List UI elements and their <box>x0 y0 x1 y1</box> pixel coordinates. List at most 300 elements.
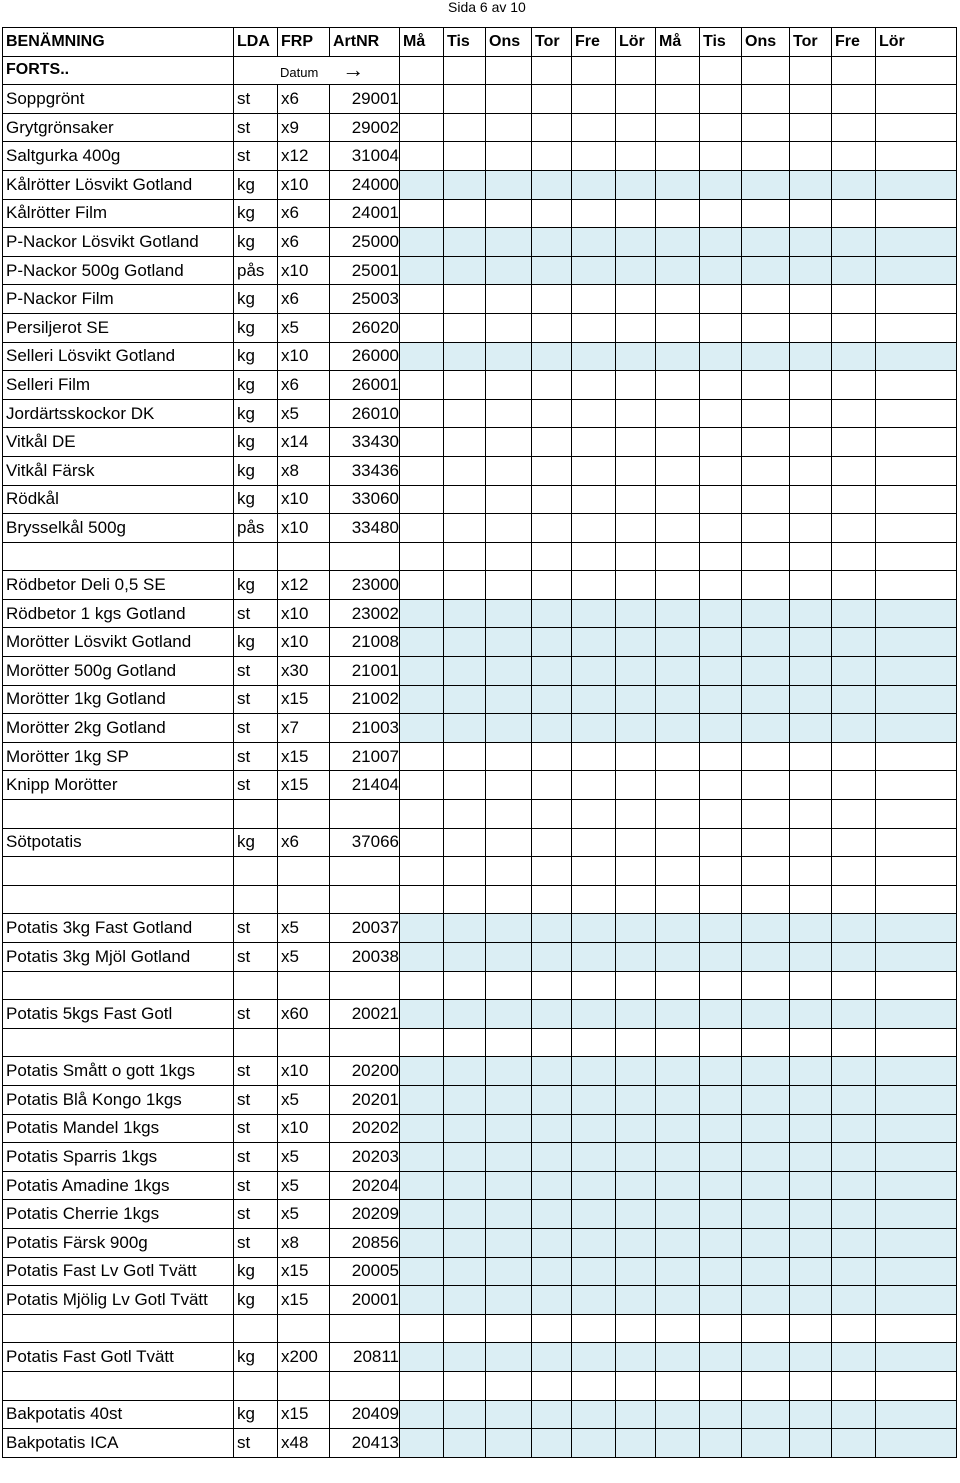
quantity-cell[interactable] <box>572 228 616 257</box>
quantity-cell[interactable] <box>742 885 790 914</box>
quantity-cell[interactable] <box>876 1171 957 1200</box>
quantity-cell[interactable] <box>742 828 790 857</box>
quantity-cell[interactable] <box>532 1171 572 1200</box>
quantity-cell[interactable] <box>486 685 532 714</box>
quantity-cell[interactable] <box>400 1200 444 1229</box>
quantity-cell[interactable] <box>876 771 957 800</box>
quantity-cell[interactable] <box>400 228 444 257</box>
quantity-cell[interactable] <box>400 742 444 771</box>
date-cell[interactable] <box>656 56 700 85</box>
quantity-cell[interactable] <box>790 599 832 628</box>
quantity-cell[interactable] <box>486 1228 532 1257</box>
quantity-cell[interactable] <box>790 742 832 771</box>
quantity-cell[interactable] <box>486 428 532 457</box>
quantity-cell[interactable] <box>572 1171 616 1200</box>
quantity-cell[interactable] <box>444 371 486 400</box>
quantity-cell[interactable] <box>832 1371 876 1400</box>
quantity-cell[interactable] <box>616 514 656 543</box>
quantity-cell[interactable] <box>572 313 616 342</box>
quantity-cell[interactable] <box>616 1314 656 1343</box>
quantity-cell[interactable] <box>790 1371 832 1400</box>
quantity-cell[interactable] <box>656 485 700 514</box>
quantity-cell[interactable] <box>700 857 742 886</box>
quantity-cell[interactable] <box>876 1371 957 1400</box>
quantity-cell[interactable] <box>876 1085 957 1114</box>
quantity-cell[interactable] <box>572 1314 616 1343</box>
date-cell[interactable] <box>876 56 957 85</box>
quantity-cell[interactable] <box>616 256 656 285</box>
quantity-cell[interactable] <box>656 1114 700 1143</box>
quantity-cell[interactable] <box>532 256 572 285</box>
quantity-cell[interactable] <box>572 542 616 571</box>
quantity-cell[interactable] <box>444 828 486 857</box>
quantity-cell[interactable] <box>532 1371 572 1400</box>
quantity-cell[interactable] <box>616 657 656 686</box>
quantity-cell[interactable] <box>572 199 616 228</box>
quantity-cell[interactable] <box>700 828 742 857</box>
quantity-cell[interactable] <box>742 371 790 400</box>
quantity-cell[interactable] <box>656 685 700 714</box>
quantity-cell[interactable] <box>700 142 742 171</box>
quantity-cell[interactable] <box>486 971 532 1000</box>
quantity-cell[interactable] <box>656 1200 700 1229</box>
quantity-cell[interactable] <box>876 256 957 285</box>
quantity-cell[interactable] <box>532 742 572 771</box>
quantity-cell[interactable] <box>532 1228 572 1257</box>
quantity-cell[interactable] <box>444 1200 486 1229</box>
quantity-cell[interactable] <box>486 199 532 228</box>
quantity-cell[interactable] <box>742 313 790 342</box>
quantity-cell[interactable] <box>700 199 742 228</box>
quantity-cell[interactable] <box>400 914 444 943</box>
quantity-cell[interactable] <box>616 885 656 914</box>
quantity-cell[interactable] <box>700 599 742 628</box>
quantity-cell[interactable] <box>616 170 656 199</box>
quantity-cell[interactable] <box>616 228 656 257</box>
quantity-cell[interactable] <box>742 571 790 600</box>
quantity-cell[interactable] <box>832 1429 876 1458</box>
quantity-cell[interactable] <box>832 571 876 600</box>
quantity-cell[interactable] <box>742 1314 790 1343</box>
quantity-cell[interactable] <box>832 771 876 800</box>
quantity-cell[interactable] <box>532 228 572 257</box>
quantity-cell[interactable] <box>790 142 832 171</box>
quantity-cell[interactable] <box>444 1085 486 1114</box>
quantity-cell[interactable] <box>486 885 532 914</box>
quantity-cell[interactable] <box>486 628 532 657</box>
quantity-cell[interactable] <box>742 657 790 686</box>
quantity-cell[interactable] <box>486 1000 532 1029</box>
quantity-cell[interactable] <box>742 456 790 485</box>
quantity-cell[interactable] <box>486 914 532 943</box>
quantity-cell[interactable] <box>444 342 486 371</box>
quantity-cell[interactable] <box>742 1371 790 1400</box>
quantity-cell[interactable] <box>400 857 444 886</box>
quantity-cell[interactable] <box>616 113 656 142</box>
quantity-cell[interactable] <box>700 228 742 257</box>
quantity-cell[interactable] <box>572 1028 616 1057</box>
quantity-cell[interactable] <box>616 742 656 771</box>
quantity-cell[interactable] <box>486 1057 532 1086</box>
quantity-cell[interactable] <box>832 456 876 485</box>
quantity-cell[interactable] <box>616 1286 656 1315</box>
quantity-cell[interactable] <box>444 1000 486 1029</box>
quantity-cell[interactable] <box>532 828 572 857</box>
quantity-cell[interactable] <box>832 1085 876 1114</box>
quantity-cell[interactable] <box>572 571 616 600</box>
quantity-cell[interactable] <box>400 285 444 314</box>
quantity-cell[interactable] <box>532 628 572 657</box>
quantity-cell[interactable] <box>532 1000 572 1029</box>
quantity-cell[interactable] <box>656 885 700 914</box>
quantity-cell[interactable] <box>700 971 742 1000</box>
quantity-cell[interactable] <box>876 1028 957 1057</box>
quantity-cell[interactable] <box>790 1314 832 1343</box>
quantity-cell[interactable] <box>656 313 700 342</box>
quantity-cell[interactable] <box>700 428 742 457</box>
quantity-cell[interactable] <box>616 828 656 857</box>
quantity-cell[interactable] <box>572 1286 616 1315</box>
quantity-cell[interactable] <box>444 199 486 228</box>
quantity-cell[interactable] <box>790 399 832 428</box>
quantity-cell[interactable] <box>790 657 832 686</box>
quantity-cell[interactable] <box>486 1343 532 1372</box>
quantity-cell[interactable] <box>572 885 616 914</box>
quantity-cell[interactable] <box>532 1200 572 1229</box>
quantity-cell[interactable] <box>876 885 957 914</box>
quantity-cell[interactable] <box>572 1000 616 1029</box>
quantity-cell[interactable] <box>656 1343 700 1372</box>
quantity-cell[interactable] <box>742 428 790 457</box>
quantity-cell[interactable] <box>486 657 532 686</box>
quantity-cell[interactable] <box>572 685 616 714</box>
quantity-cell[interactable] <box>876 1400 957 1429</box>
quantity-cell[interactable] <box>532 571 572 600</box>
quantity-cell[interactable] <box>742 914 790 943</box>
quantity-cell[interactable] <box>486 1200 532 1229</box>
quantity-cell[interactable] <box>532 1057 572 1086</box>
quantity-cell[interactable] <box>742 142 790 171</box>
quantity-cell[interactable] <box>486 742 532 771</box>
quantity-cell[interactable] <box>656 1286 700 1315</box>
quantity-cell[interactable] <box>572 428 616 457</box>
quantity-cell[interactable] <box>572 857 616 886</box>
quantity-cell[interactable] <box>790 428 832 457</box>
date-cell[interactable] <box>532 56 572 85</box>
quantity-cell[interactable] <box>742 514 790 543</box>
quantity-cell[interactable] <box>742 1085 790 1114</box>
quantity-cell[interactable] <box>700 371 742 400</box>
quantity-cell[interactable] <box>742 542 790 571</box>
quantity-cell[interactable] <box>616 199 656 228</box>
quantity-cell[interactable] <box>790 828 832 857</box>
quantity-cell[interactable] <box>790 313 832 342</box>
quantity-cell[interactable] <box>790 256 832 285</box>
quantity-cell[interactable] <box>616 399 656 428</box>
quantity-cell[interactable] <box>444 1371 486 1400</box>
quantity-cell[interactable] <box>400 1057 444 1086</box>
quantity-cell[interactable] <box>876 485 957 514</box>
quantity-cell[interactable] <box>790 771 832 800</box>
quantity-cell[interactable] <box>656 1171 700 1200</box>
quantity-cell[interactable] <box>444 657 486 686</box>
quantity-cell[interactable] <box>400 1143 444 1172</box>
quantity-cell[interactable] <box>532 199 572 228</box>
quantity-cell[interactable] <box>700 1200 742 1229</box>
quantity-cell[interactable] <box>444 170 486 199</box>
quantity-cell[interactable] <box>572 285 616 314</box>
quantity-cell[interactable] <box>444 1028 486 1057</box>
quantity-cell[interactable] <box>656 1057 700 1086</box>
quantity-cell[interactable] <box>700 1257 742 1286</box>
quantity-cell[interactable] <box>532 1257 572 1286</box>
quantity-cell[interactable] <box>400 142 444 171</box>
quantity-cell[interactable] <box>444 971 486 1000</box>
quantity-cell[interactable] <box>656 371 700 400</box>
quantity-cell[interactable] <box>656 342 700 371</box>
quantity-cell[interactable] <box>400 1000 444 1029</box>
quantity-cell[interactable] <box>532 599 572 628</box>
quantity-cell[interactable] <box>400 485 444 514</box>
quantity-cell[interactable] <box>486 571 532 600</box>
quantity-cell[interactable] <box>700 1371 742 1400</box>
quantity-cell[interactable] <box>444 542 486 571</box>
quantity-cell[interactable] <box>656 657 700 686</box>
quantity-cell[interactable] <box>400 571 444 600</box>
quantity-cell[interactable] <box>486 228 532 257</box>
quantity-cell[interactable] <box>790 857 832 886</box>
quantity-cell[interactable] <box>876 113 957 142</box>
quantity-cell[interactable] <box>486 857 532 886</box>
quantity-cell[interactable] <box>532 1114 572 1143</box>
quantity-cell[interactable] <box>486 800 532 829</box>
quantity-cell[interactable] <box>400 342 444 371</box>
quantity-cell[interactable] <box>532 313 572 342</box>
quantity-cell[interactable] <box>486 313 532 342</box>
quantity-cell[interactable] <box>400 771 444 800</box>
quantity-cell[interactable] <box>656 1085 700 1114</box>
quantity-cell[interactable] <box>832 142 876 171</box>
quantity-cell[interactable] <box>486 1314 532 1343</box>
quantity-cell[interactable] <box>742 1171 790 1200</box>
quantity-cell[interactable] <box>700 1286 742 1315</box>
quantity-cell[interactable] <box>790 914 832 943</box>
quantity-cell[interactable] <box>616 456 656 485</box>
quantity-cell[interactable] <box>700 1000 742 1029</box>
quantity-cell[interactable] <box>700 685 742 714</box>
quantity-cell[interactable] <box>444 514 486 543</box>
quantity-cell[interactable] <box>444 113 486 142</box>
quantity-cell[interactable] <box>400 885 444 914</box>
quantity-cell[interactable] <box>532 714 572 743</box>
quantity-cell[interactable] <box>572 256 616 285</box>
quantity-cell[interactable] <box>700 628 742 657</box>
quantity-cell[interactable] <box>616 485 656 514</box>
quantity-cell[interactable] <box>444 1286 486 1315</box>
quantity-cell[interactable] <box>400 628 444 657</box>
quantity-cell[interactable] <box>876 313 957 342</box>
quantity-cell[interactable] <box>400 971 444 1000</box>
quantity-cell[interactable] <box>700 1114 742 1143</box>
quantity-cell[interactable] <box>444 456 486 485</box>
quantity-cell[interactable] <box>742 742 790 771</box>
quantity-cell[interactable] <box>572 742 616 771</box>
quantity-cell[interactable] <box>444 228 486 257</box>
quantity-cell[interactable] <box>486 599 532 628</box>
quantity-cell[interactable] <box>876 828 957 857</box>
quantity-cell[interactable] <box>616 313 656 342</box>
quantity-cell[interactable] <box>700 1057 742 1086</box>
date-cell[interactable] <box>832 56 876 85</box>
quantity-cell[interactable] <box>876 857 957 886</box>
quantity-cell[interactable] <box>832 1257 876 1286</box>
quantity-cell[interactable] <box>444 1257 486 1286</box>
quantity-cell[interactable] <box>876 1000 957 1029</box>
quantity-cell[interactable] <box>444 1314 486 1343</box>
quantity-cell[interactable] <box>486 256 532 285</box>
quantity-cell[interactable] <box>832 714 876 743</box>
quantity-cell[interactable] <box>616 1057 656 1086</box>
quantity-cell[interactable] <box>700 313 742 342</box>
quantity-cell[interactable] <box>742 1228 790 1257</box>
quantity-cell[interactable] <box>700 800 742 829</box>
quantity-cell[interactable] <box>444 685 486 714</box>
quantity-cell[interactable] <box>876 285 957 314</box>
quantity-cell[interactable] <box>700 1143 742 1172</box>
quantity-cell[interactable] <box>572 342 616 371</box>
quantity-cell[interactable] <box>444 142 486 171</box>
quantity-cell[interactable] <box>832 485 876 514</box>
quantity-cell[interactable] <box>532 514 572 543</box>
quantity-cell[interactable] <box>876 714 957 743</box>
quantity-cell[interactable] <box>656 800 700 829</box>
quantity-cell[interactable] <box>616 685 656 714</box>
quantity-cell[interactable] <box>876 1286 957 1315</box>
quantity-cell[interactable] <box>616 1114 656 1143</box>
quantity-cell[interactable] <box>790 113 832 142</box>
quantity-cell[interactable] <box>400 1371 444 1400</box>
quantity-cell[interactable] <box>532 914 572 943</box>
quantity-cell[interactable] <box>876 628 957 657</box>
quantity-cell[interactable] <box>616 1085 656 1114</box>
quantity-cell[interactable] <box>400 1114 444 1143</box>
quantity-cell[interactable] <box>742 170 790 199</box>
date-cell[interactable] <box>616 56 656 85</box>
quantity-cell[interactable] <box>656 428 700 457</box>
quantity-cell[interactable] <box>444 1400 486 1429</box>
quantity-cell[interactable] <box>400 428 444 457</box>
quantity-cell[interactable] <box>876 399 957 428</box>
quantity-cell[interactable] <box>742 256 790 285</box>
quantity-cell[interactable] <box>532 285 572 314</box>
quantity-cell[interactable] <box>444 800 486 829</box>
quantity-cell[interactable] <box>832 742 876 771</box>
quantity-cell[interactable] <box>656 85 700 114</box>
quantity-cell[interactable] <box>400 685 444 714</box>
quantity-cell[interactable] <box>486 371 532 400</box>
quantity-cell[interactable] <box>700 542 742 571</box>
quantity-cell[interactable] <box>790 571 832 600</box>
quantity-cell[interactable] <box>532 1343 572 1372</box>
quantity-cell[interactable] <box>742 1286 790 1315</box>
quantity-cell[interactable] <box>790 1400 832 1429</box>
quantity-cell[interactable] <box>700 771 742 800</box>
quantity-cell[interactable] <box>656 714 700 743</box>
quantity-cell[interactable] <box>532 771 572 800</box>
quantity-cell[interactable] <box>742 1057 790 1086</box>
quantity-cell[interactable] <box>486 771 532 800</box>
quantity-cell[interactable] <box>532 371 572 400</box>
quantity-cell[interactable] <box>700 657 742 686</box>
quantity-cell[interactable] <box>742 800 790 829</box>
quantity-cell[interactable] <box>572 828 616 857</box>
quantity-cell[interactable] <box>876 742 957 771</box>
quantity-cell[interactable] <box>572 771 616 800</box>
quantity-cell[interactable] <box>742 943 790 972</box>
quantity-cell[interactable] <box>742 285 790 314</box>
quantity-cell[interactable] <box>444 428 486 457</box>
quantity-cell[interactable] <box>742 685 790 714</box>
quantity-cell[interactable] <box>400 456 444 485</box>
quantity-cell[interactable] <box>790 1028 832 1057</box>
quantity-cell[interactable] <box>742 399 790 428</box>
quantity-cell[interactable] <box>572 1400 616 1429</box>
date-cell[interactable] <box>700 56 742 85</box>
quantity-cell[interactable] <box>444 1114 486 1143</box>
quantity-cell[interactable] <box>616 1143 656 1172</box>
quantity-cell[interactable] <box>572 1343 616 1372</box>
quantity-cell[interactable] <box>486 1400 532 1429</box>
quantity-cell[interactable] <box>572 714 616 743</box>
quantity-cell[interactable] <box>832 971 876 1000</box>
quantity-cell[interactable] <box>532 800 572 829</box>
quantity-cell[interactable] <box>444 1228 486 1257</box>
quantity-cell[interactable] <box>742 1343 790 1372</box>
quantity-cell[interactable] <box>400 1085 444 1114</box>
quantity-cell[interactable] <box>790 1343 832 1372</box>
quantity-cell[interactable] <box>790 628 832 657</box>
quantity-cell[interactable] <box>444 1171 486 1200</box>
quantity-cell[interactable] <box>790 1143 832 1172</box>
quantity-cell[interactable] <box>532 542 572 571</box>
quantity-cell[interactable] <box>486 1171 532 1200</box>
quantity-cell[interactable] <box>876 971 957 1000</box>
quantity-cell[interactable] <box>742 1257 790 1286</box>
quantity-cell[interactable] <box>742 628 790 657</box>
quantity-cell[interactable] <box>656 1400 700 1429</box>
quantity-cell[interactable] <box>656 1000 700 1029</box>
quantity-cell[interactable] <box>486 828 532 857</box>
quantity-cell[interactable] <box>532 170 572 199</box>
quantity-cell[interactable] <box>400 399 444 428</box>
quantity-cell[interactable] <box>832 685 876 714</box>
quantity-cell[interactable] <box>790 456 832 485</box>
quantity-cell[interactable] <box>444 256 486 285</box>
quantity-cell[interactable] <box>572 1143 616 1172</box>
quantity-cell[interactable] <box>656 542 700 571</box>
quantity-cell[interactable] <box>400 1257 444 1286</box>
quantity-cell[interactable] <box>572 943 616 972</box>
quantity-cell[interactable] <box>832 428 876 457</box>
quantity-cell[interactable] <box>656 1228 700 1257</box>
quantity-cell[interactable] <box>656 1429 700 1458</box>
quantity-cell[interactable] <box>486 485 532 514</box>
quantity-cell[interactable] <box>616 714 656 743</box>
quantity-cell[interactable] <box>444 285 486 314</box>
quantity-cell[interactable] <box>444 771 486 800</box>
quantity-cell[interactable] <box>532 342 572 371</box>
quantity-cell[interactable] <box>616 1257 656 1286</box>
